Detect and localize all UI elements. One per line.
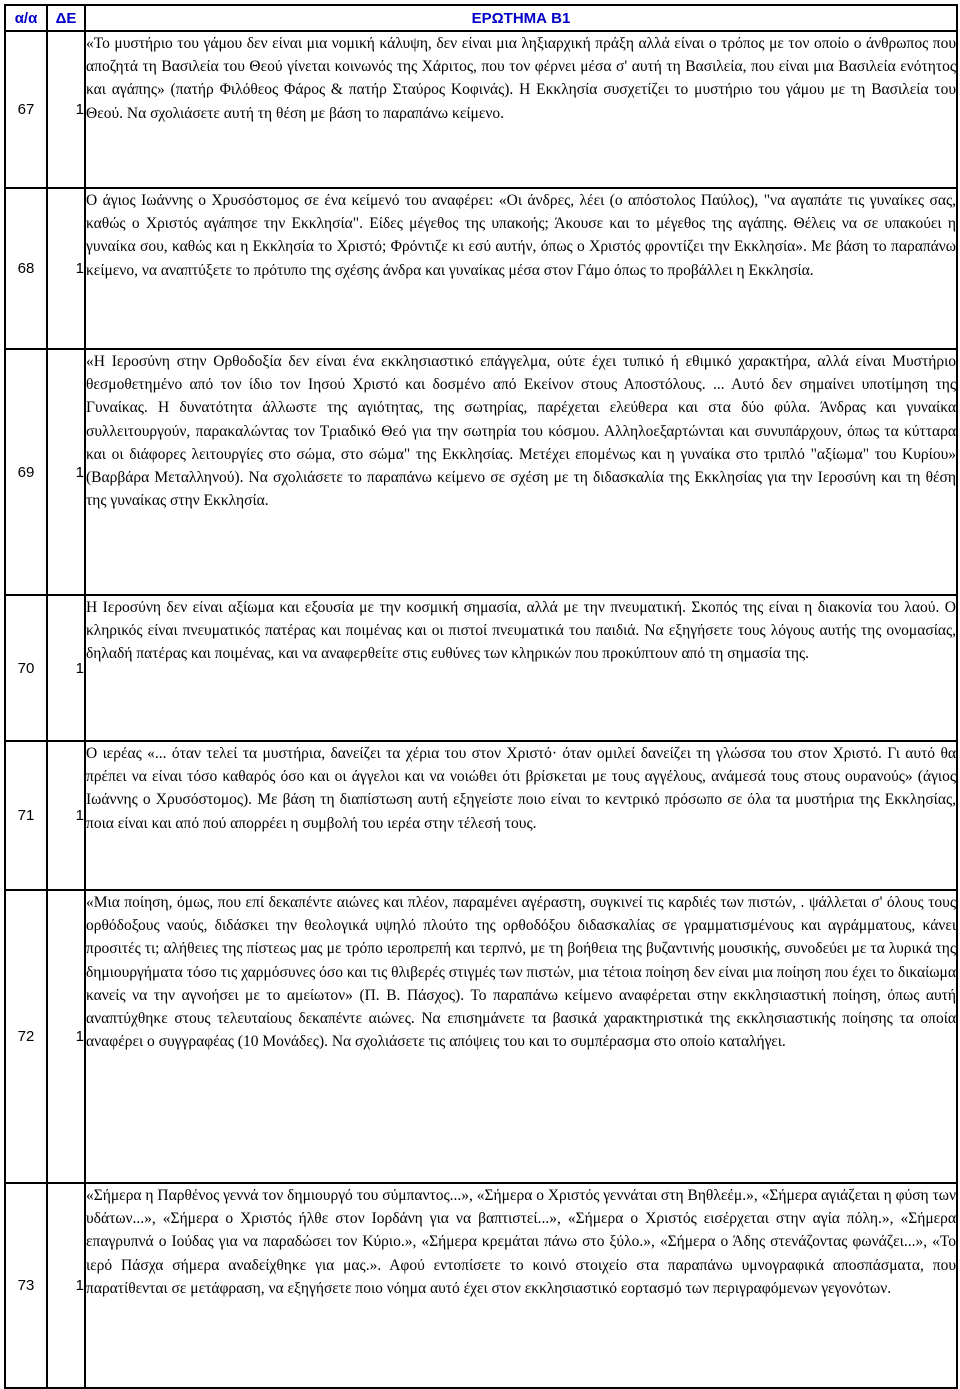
header-index: α/α bbox=[5, 5, 47, 31]
question-number: 69 bbox=[5, 349, 47, 595]
question-number: 70 bbox=[5, 595, 47, 741]
question-table bbox=[4, 4, 958, 1389]
question-text: «Σήμερα η Παρθένος γεννά τον δημιουργό του σύμπαντος...», «Σήμερα ο Χριστός γεννάται στη Βηθλεέμ.», «Σήμερα αγιάζεται η φύση των υδάτων...», «Σήμερα ο Χριστός ήλθε στον Ιορδάνη για να βαπτιστεί...», «Σήμερα ο Χριστός εισέρχεται στην αγία πόλη.», «Σήμερα επαγρυπνά ο Ιούδας για να παραδώσει τον Κύριο.», «Σήμερα κρεμάται πάνω στο ξύλο.», «Σήμερα ο Άδης στενάζοντας φωνάζει...», «Το ιερό Πάσχα σήμερα αναδείχθηκε για μας.». Αφού εντοπίσετε το κοινό στοιχείο στα παραπάνω υμνογραφικά αποσπάσματα, που παρατίθενται σε μετάφραση, να εξηγήσετε ποιο νόημα αυτό έχει στον εκκλησιαστικό εορτασμό των περιγραφόμενων γεγονότων. bbox=[85, 1183, 957, 1388]
question-text: Ο άγιος Ιωάννης ο Χρυσόστομος σε ένα κείμενό του αναφέρει: «Οι άνδρες, λέει (ο απόστολος Παύλος), "να αγαπάτε τις γυναίκες σας, καθώς ο Χριστός αγάπησε την Εκκλησία". Είδες μέγεθος της υπακοής; Άκουσε και το μέγεθος της αγάπης. Θέλεις να σε υπακούει η γυναίκα σου, καθώς και η Εκκλησία το Χριστό; Φρόντιζε κι εσύ αυτήν, όπως ο Χριστός φροντίζει την Εκκλησία». Με βάση το παραπάνω κείμενο, να αναπτύξετε το πρότυπο της σχέσης άνδρα και γυναίκας μέσα στον Γάμο όπως το προβάλλει η Εκκλησία. bbox=[85, 188, 957, 349]
table-row bbox=[5, 188, 957, 349]
table-row bbox=[5, 890, 957, 1183]
table-row bbox=[5, 349, 957, 595]
table-row bbox=[5, 31, 957, 188]
question-number: 72 bbox=[5, 890, 47, 1183]
question-points: 1 bbox=[47, 349, 85, 595]
question-points: 1 bbox=[47, 188, 85, 349]
header-row bbox=[5, 5, 957, 31]
question-text: «Μια ποίηση, όμως, που επί δεκαπέντε αιώνες και πλέον, παραμένει αγέραστη, συγκινεί τις καρδιές των πιστών, . ψάλλεται σ' όλους τους ορθόδοξους ναούς, διδάσκει την θεολογικά υψηλό πλούτο της ορθοδόξου διδασκαλίας σε γραμματισμένους και αγράμματους, κάνει προσιτές τι; αλήθειες της πίστεως μας με τρόπο ιεροπρεπή και τερπνό, με τη βοήθεια της βυζαντινής μουσικής, συνοδεύει με τα λυρικά της δημιουργήματα τόσο τις χαρμόσυνες όσο και τις θλιβερές στιγμές των πιστών, μια τέτοια ποίηση δεν είναι μια ποίηση που έχει το δικαίωμα κανείς να την αγνοήσει με το αμείωτον» (Π. Β. Πάσχος). Το παραπάνω κείμενο αναφέρεται στην εκκλησιαστική ποίηση, όπως αυτή αναπτύχθηκε στους τελευταίους δεκαπέντε αιώνες. Να επισημάνετε τα βασικά χαρακτηριστικά της εκκλησιαστικής ποίησης τα οποία αναφέρει ο συγγραφέας (10 Μονάδες). Να σχολιάσετε τις απόψεις του και το συμπέρασμα στο οποίο καταλήγει. bbox=[85, 890, 957, 1183]
header-title: ΕΡΩΤΗΜΑ Β1 bbox=[85, 5, 957, 31]
question-points: 1 bbox=[47, 741, 85, 890]
question-text: «Η Ιεροσύνη στην Ορθοδοξία δεν είναι ένα εκκλησιαστικό επάγγελμα, ούτε έχει τυπικό ή εθιμικό χαρακτήρα, αλλά είναι Μυστήριο θεσμοθετημένο από τον ίδιο τον Ιησού Χριστό και δοσμένο από Εκείνον στους Αποστόλους. ... Αυτό δεν σημαίνει υποτίμηση της Γυναίκας. Η δυνατότητα άλλωστε της αγιότητας, της σωτηρίας, παρέχεται ελεύθερα και στα δύο φύλα. Άνδρας και γυναίκα συλλειτουργούν, παρακαλώντας τον Τριαδικό Θεό για την σωτηρία του κόσμου. Αλληλοεξαρτώνται και συνυπάρχουν, όπως τα κύτταρα και οι διάφορες λειτουργίες στο σώμα, στο σώμα" της Εκκλησίας. Μετέχει επομένως και η γυναίκα στο τριπλό "αξίωμα" του Κυρίου» (Βαρβάρα Μεταλληνού). Να σχολιάσετε το παραπάνω κείμενο σε σχέση με τη διδασκαλία της Εκκλησίας για την Ιεροσύνη και τη θέση της γυναίκας στην Εκκλησία. bbox=[85, 349, 957, 595]
question-points: 1 bbox=[47, 1183, 85, 1388]
question-number: 67 bbox=[5, 31, 47, 188]
table-row bbox=[5, 1183, 957, 1388]
question-points: 1 bbox=[47, 890, 85, 1183]
table-row bbox=[5, 741, 957, 890]
table-row bbox=[5, 595, 957, 741]
question-text: «Το μυστήριο του γάμου δεν είναι μια νομική κάλυψη, δεν είναι μια ληξιαρχική πράξη αλλά είναι ο τρόπος με τον οποίο ο άνθρωπος που αποζητά τη Βασιλεία του Θεού γίνεται κοινωνός της Χάριτος, που τον φέρνει μέσα σ' αυτή τη Βασιλεία, που είναι μια Βασιλεία ενότητος και αγάπης» (πατήρ Φιλόθεος Φάρος & πατήρ Σταύρος Κοφινάς). Η Εκκλησία συσχετίζει το μυστήριο του γάμου με τη Βασιλεία του Θεού. Να σχολιάσετε αυτή τη θέση με βάση το παραπάνω κείμενο. bbox=[85, 31, 957, 188]
question-text: Ο ιερέας «... όταν τελεί τα μυστήρια, δανείζει τα χέρια του στον Χριστό· όταν ομιλεί δανείζει τη γλώσσα του στον Χριστό. Γι αυτό θα πρέπει να είναι τόσο καθαρός όσο και οι άγγελοι και να νοιώθει ότι βρίσκεται με τους αγγέλους, ανάμεσά τους στους ουρανούς» (άγιος Ιωάννης ο Χρυσόστομος). Με βάση τη διαπίστωση αυτή εξηγείστε ποιο είναι το κεντρικό πρόσωπο σε όλα τα μυστήρια της Εκκλησίας, ποια είναι και από πού απορρέει η συμβολή του ιερέα στην τέλεσή τους. bbox=[85, 741, 957, 890]
header-points: ΔΕ bbox=[47, 5, 85, 31]
question-number: 73 bbox=[5, 1183, 47, 1388]
question-points: 1 bbox=[47, 595, 85, 741]
question-text: Η Ιεροσύνη δεν είναι αξίωμα και εξουσία με την κοσμική σημασία, αλλά με την πνευματική. Σκοπός της είναι η διακονία του λαού. Ο κληρικός είναι πνευματικός πατέρας και ποιμένας και οι πιστοί πνευματικά του παιδιά. Να εξηγήσετε τους λόγους αυτής της ονομασίας, δηλαδή πατέρας και ποιμένας, και να αναφερθείτε στις ευθύνες των κληρικών που προκύπτουν από τη σημασία της. bbox=[85, 595, 957, 741]
question-points: 1 bbox=[47, 31, 85, 188]
question-number: 71 bbox=[5, 741, 47, 890]
question-number: 68 bbox=[5, 188, 47, 349]
